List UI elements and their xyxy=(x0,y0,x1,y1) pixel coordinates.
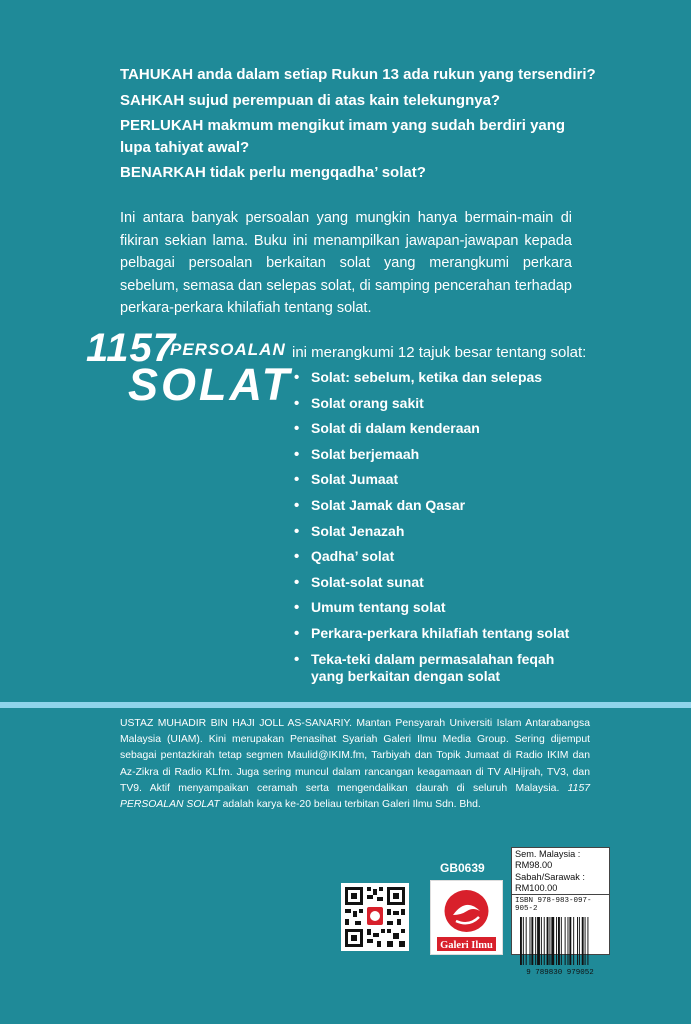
qr-code xyxy=(341,883,409,951)
question-2: SAHKAH sujud perempuan di atas kain telekungnya? xyxy=(120,92,501,109)
topic-item: • Solat berjemaah xyxy=(294,446,614,463)
price-east: Sabah/Sarawak : RM100.00 xyxy=(515,872,585,893)
topic-item: • Teka-teki dalam permasalahan feqah yang berkaitan dengan solat xyxy=(294,651,581,685)
title-word: PERSOALAN xyxy=(170,340,286,359)
product-code: GB0639 xyxy=(440,861,485,875)
question-3: PERLUKAH makmum mengikut imam yang sudah berdiri yang lupa tahiyat awal? xyxy=(120,117,566,156)
title-number: 1157 xyxy=(86,326,177,370)
topic-item: • Solat: sebelum, ketika dan selepas xyxy=(294,369,614,386)
topic-item: • Solat Jamak dan Qasar xyxy=(294,497,614,514)
qr-code-icon xyxy=(341,883,409,951)
bio-book-title: 1157 PERSOALAN SOLAT xyxy=(120,782,590,811)
price-barcode-box xyxy=(511,847,610,977)
topics-intro: ini merangkumi 12 tajuk besar tentang solat: xyxy=(292,344,587,361)
topic-item: • Qadha’ solat xyxy=(294,548,614,565)
author-bio xyxy=(120,716,590,813)
bio-main: USTAZ MUHADIR BIN HAJI JOLL AS-SANARIY. Mantan Pensyarah Universiti Islam Antarabangsa Malaysia (UIAM). Kini merupakan Penasihat Syariah Galeri Ilmu Media Group. Sering dijemput sebagai pentazkirah tetap segmen Maulid@IKIM.fm, Tarbiyah dan Topik Jumaat di Radio IKIM dan Az-Zikra di Radio KLfm. Juga sering muncul dalam rancangan keagamaan di TV AlHijrah, TV3, dan TV9. Aktif menyampaikan ceramah serta mengendalikan daurah di seluruh Malaysia. xyxy=(120,718,590,794)
question-1: TAHUKAH anda dalam setiap Rukun 13 ada rukun yang tersendiri? xyxy=(120,66,596,83)
topic-item: • Umum tentang solat xyxy=(294,599,614,616)
price-peninsular: Sem. Malaysia : RM98.00 xyxy=(515,849,581,870)
publisher-logo xyxy=(430,880,503,955)
topics-list xyxy=(294,369,614,693)
title-solat: SOLAT xyxy=(128,359,293,410)
divider xyxy=(0,702,691,708)
galeri-ilmu-logo-icon xyxy=(431,881,502,954)
topic-item: • Perkara-perkara khilafiah tentang solat xyxy=(294,625,614,642)
barcode-icon xyxy=(512,915,609,977)
barcode-digits: 9 789830 979052 xyxy=(526,969,594,977)
topic-item: • Solat Jumaat xyxy=(294,471,614,488)
intro-paragraph: Ini antara banyak persoalan yang mungkin hanya bermain-main di fikiran sekian lama. Buku ini menampilkan jawapan-jawapan kepada pelbagai persoalan berkaitan solat yang merangkumi perkara sebelum, semasa dan selepas solat, di samping pencerahan terhadap perkara-perkara khilafiah tentang solat. xyxy=(120,210,572,316)
isbn-text: ISBN 978-983-097-905-2 xyxy=(515,897,592,913)
logo-label: Galeri Ilmu xyxy=(440,940,493,951)
topic-item: • Solat di dalam kenderaan xyxy=(294,420,614,437)
topic-item: • Solat orang sakit xyxy=(294,395,614,412)
topic-item: • Solat-solat sunat xyxy=(294,574,614,591)
topic-item: • Solat Jenazah xyxy=(294,523,614,540)
question-4: BENARKAH tidak perlu mengqadha’ solat? xyxy=(120,164,426,181)
bio-end: adalah karya ke-20 beliau terbitan Galeri Ilmu Sdn. Bhd. xyxy=(222,799,481,811)
